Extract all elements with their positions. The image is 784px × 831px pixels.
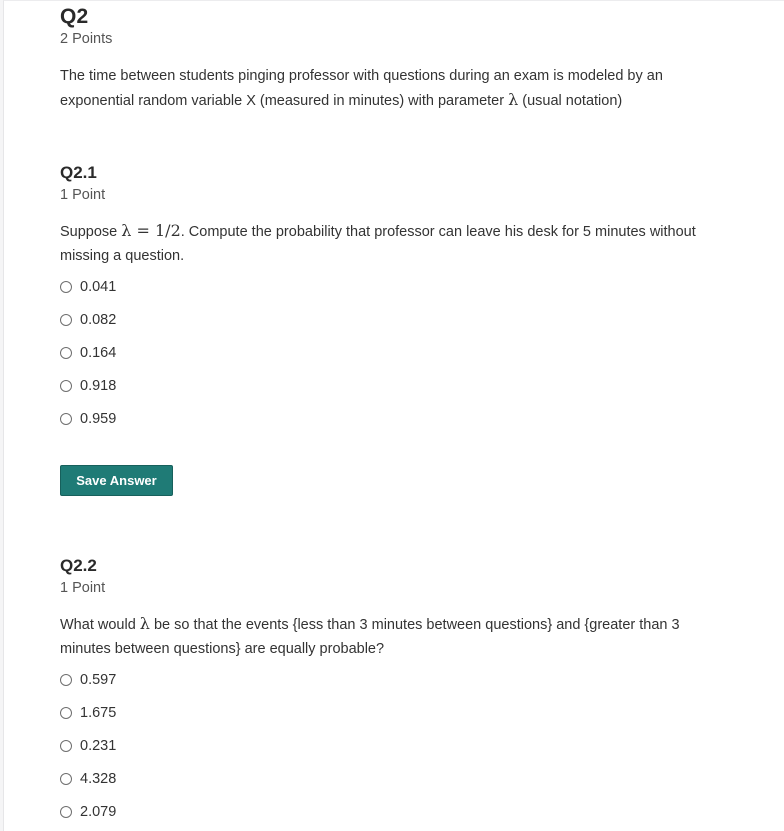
option-label: 4.328 — [80, 771, 117, 787]
lambda-symbol: λ — [139, 614, 150, 633]
subquestion-prompt — [60, 612, 730, 661]
lambda-equation: λ = 1/2 — [121, 221, 181, 240]
radio-button[interactable] — [60, 674, 72, 686]
option-label: 0.082 — [80, 312, 117, 328]
prompt-text: What would — [60, 617, 140, 633]
intro-text: The time between students pinging professor with questions during an exam is modeled by an exponential random variable X (measured in minutes) with parameter — [60, 68, 663, 109]
prompt-text-end: . Compute the probability that professor can leave his desk for 5 minutes without missing a question. — [60, 224, 696, 264]
radio-button[interactable] — [60, 314, 72, 326]
radio-button[interactable] — [60, 740, 72, 752]
radio-button[interactable] — [60, 281, 72, 293]
answer-option[interactable] — [60, 276, 116, 298]
answer-option[interactable] — [60, 669, 116, 691]
question-title: Q2 — [60, 5, 89, 28]
save-answer-button[interactable]: Save Answer — [60, 465, 173, 496]
subquestion-prompt — [60, 219, 730, 268]
option-label: 1.675 — [80, 705, 117, 721]
answer-option[interactable] — [60, 801, 116, 823]
answer-option[interactable] — [60, 735, 116, 757]
prompt-text-end: be so that the events {less than 3 minutes between questions} and {greater than 3 minutes between questions} are equally probable? — [60, 617, 680, 657]
question-card — [3, 0, 784, 831]
answer-options — [60, 276, 116, 430]
answer-option[interactable] — [60, 342, 116, 364]
radio-button[interactable] — [60, 773, 72, 785]
option-label: 0.959 — [80, 411, 117, 427]
radio-button[interactable] — [60, 347, 72, 359]
option-label: 0.164 — [80, 345, 117, 361]
lambda-symbol: λ — [508, 90, 519, 109]
subquestion-points: 1 Point — [60, 580, 106, 596]
question-points: 2 Points — [60, 31, 113, 47]
prompt-text: Suppose — [60, 224, 122, 240]
radio-button[interactable] — [60, 806, 72, 818]
answer-option[interactable] — [60, 408, 116, 430]
radio-button[interactable] — [60, 413, 72, 425]
radio-button[interactable] — [60, 380, 72, 392]
answer-options — [60, 669, 116, 823]
radio-button[interactable] — [60, 707, 72, 719]
option-label: 0.231 — [80, 738, 117, 754]
option-label: 0.041 — [80, 279, 117, 295]
answer-option[interactable] — [60, 702, 116, 724]
answer-option[interactable] — [60, 309, 116, 331]
subquestion-title: Q2.2 — [60, 556, 97, 575]
subquestion-points: 1 Point — [60, 187, 106, 203]
option-label: 0.597 — [80, 672, 117, 688]
option-label: 2.079 — [80, 804, 117, 820]
option-label: 0.918 — [80, 378, 117, 394]
question-intro — [60, 64, 730, 113]
answer-option[interactable] — [60, 375, 116, 397]
answer-option[interactable] — [60, 768, 116, 790]
subquestion-title: Q2.1 — [60, 163, 97, 182]
intro-text-end: (usual notation) — [518, 93, 623, 109]
